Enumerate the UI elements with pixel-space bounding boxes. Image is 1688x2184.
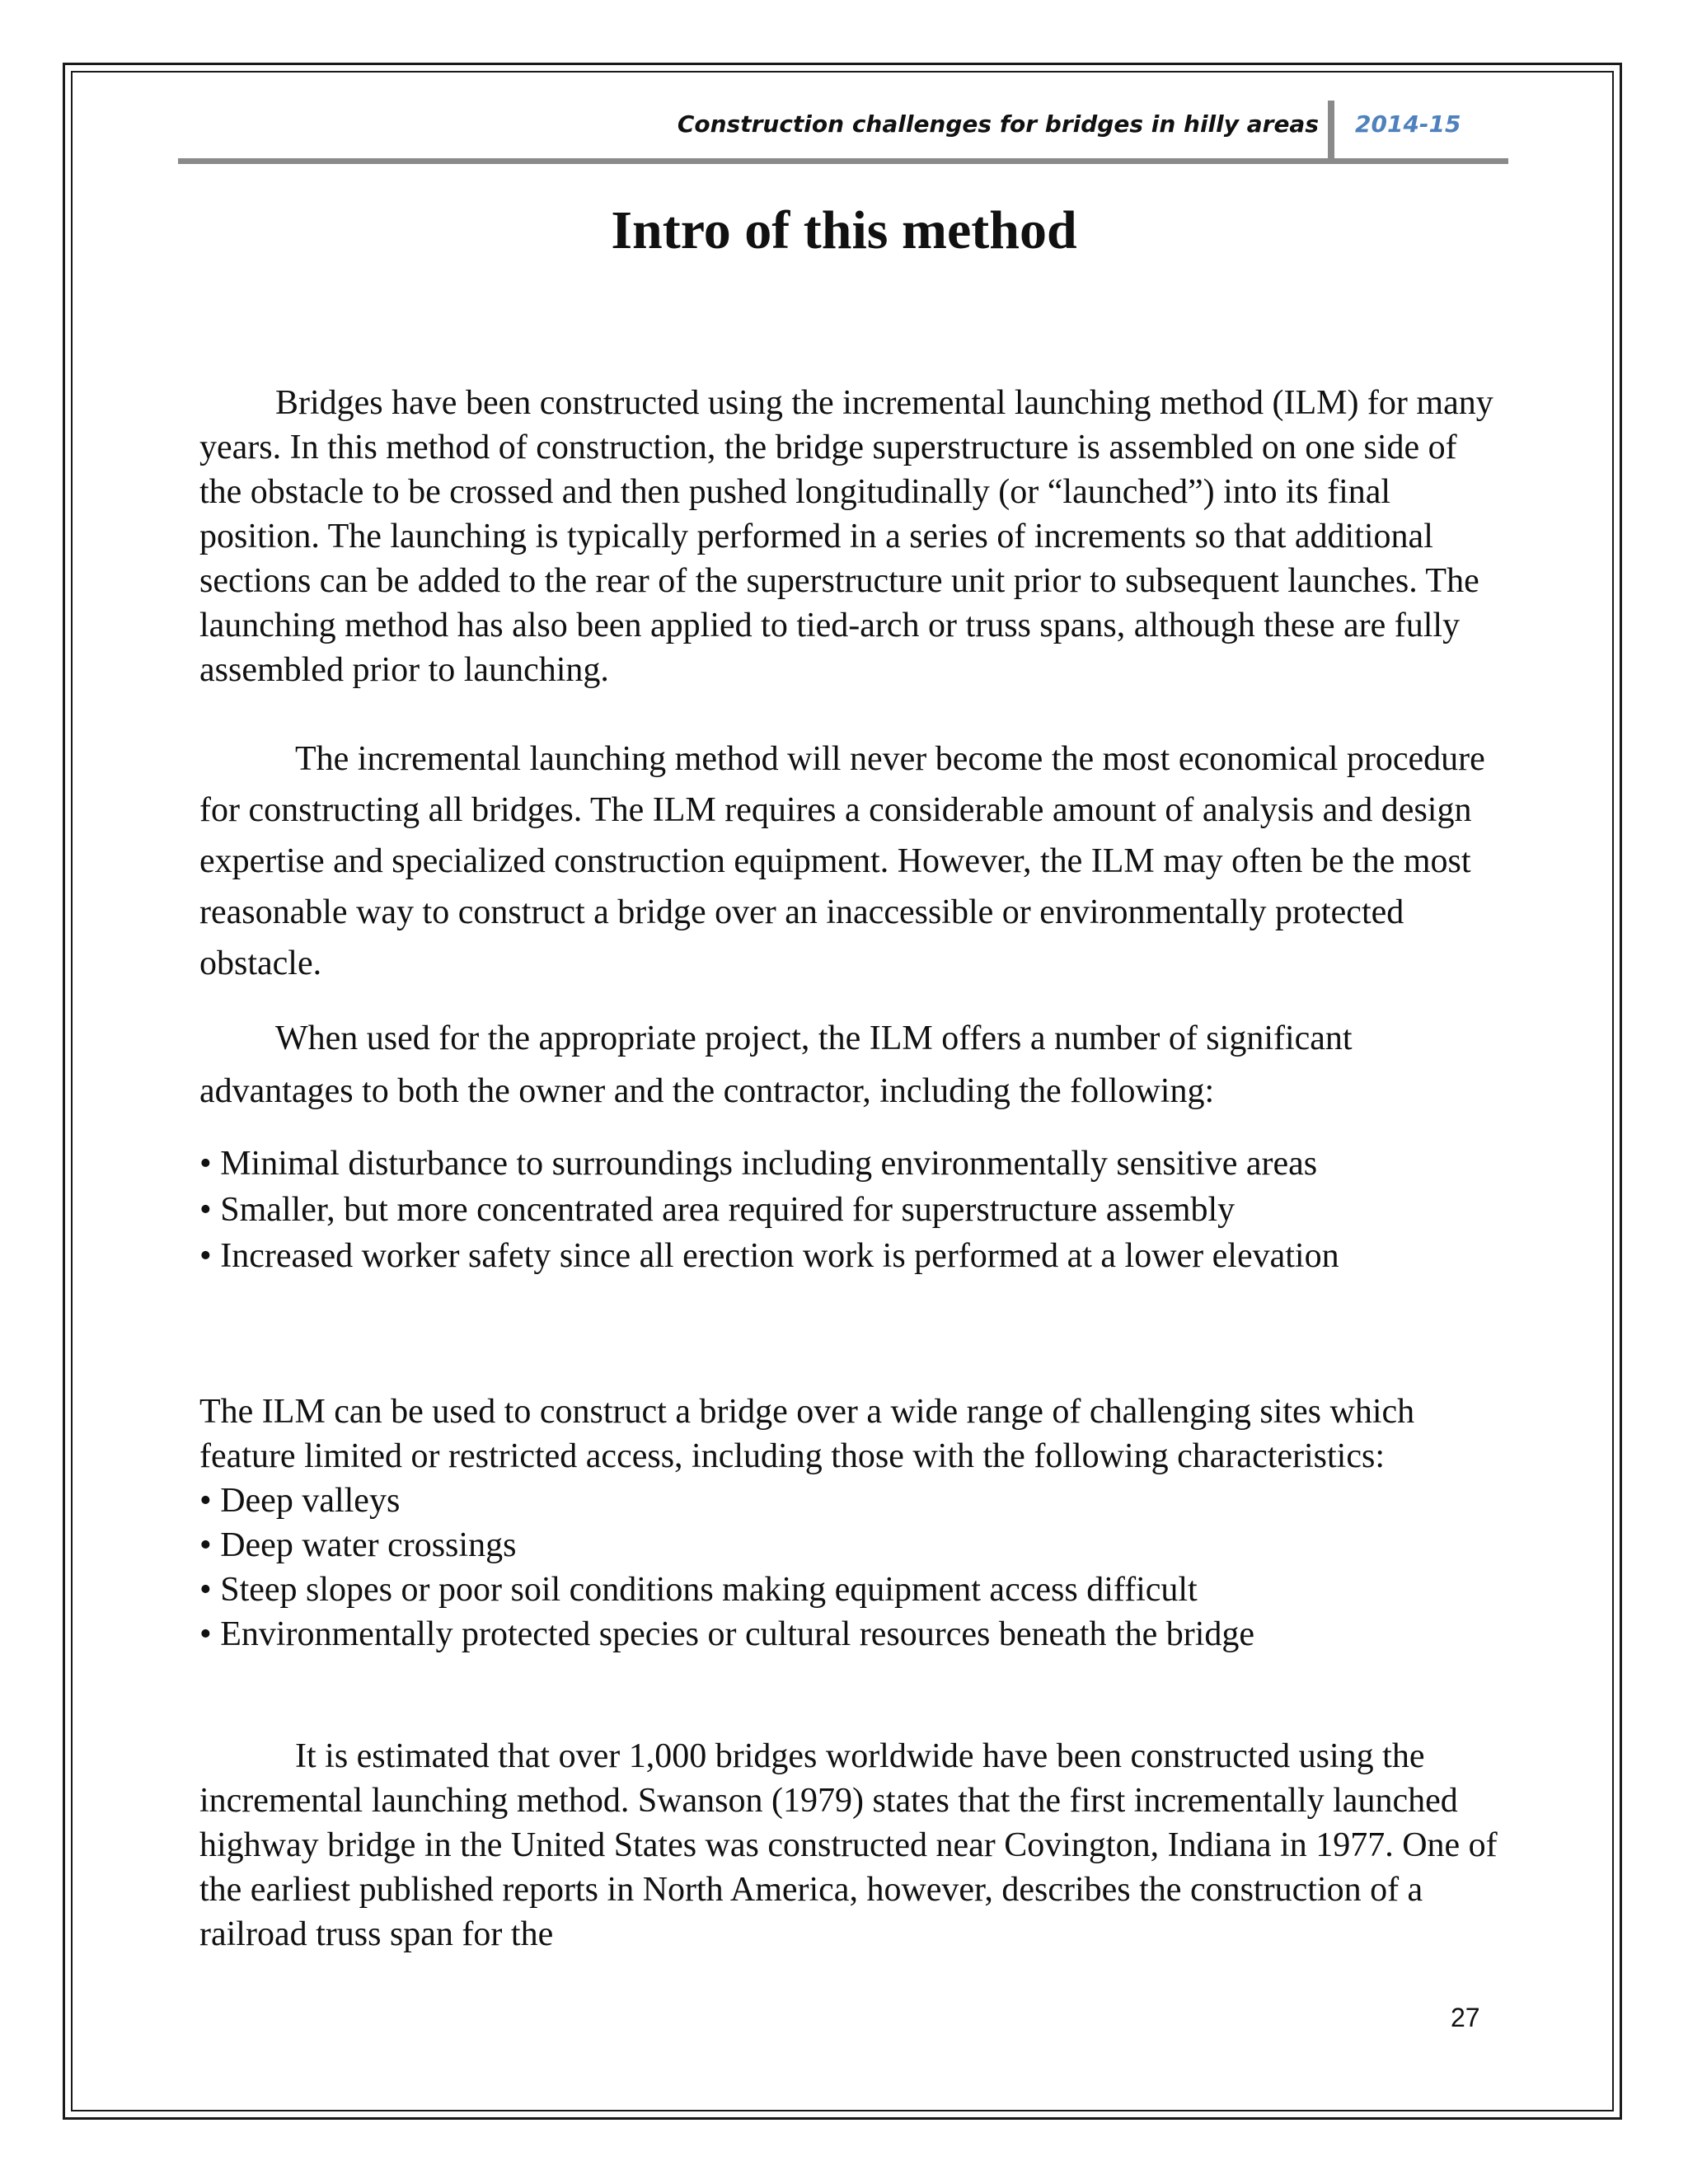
running-header (178, 97, 1508, 166)
header-rule (178, 158, 1508, 164)
page-title: Intro of this method (611, 200, 1077, 260)
paragraph-intro (199, 381, 1502, 692)
list-item: • Increased worker safety since all erection work is performed at a lower elevation (199, 1237, 1339, 1275)
paragraph-advantages-intro (199, 1012, 1502, 1118)
list-item: • Deep water crossings (199, 1526, 517, 1564)
list-item: • Smaller, but more concentrated area required for superstructure assembly (199, 1191, 1236, 1229)
header-separator (1328, 101, 1334, 160)
advantages-list (199, 1141, 1502, 1279)
paragraph-ilm-overview: Bridges have been constructed using the incremental launching method (ILM) for many years. In this method of construction, the bridge superstructure is assembled on one side of the obstacle to be crossed and then pushed longitudinally (or “launched”) into its final position. The launching is typically performed in a series of increments so that additional sections can be added to the rear of the superstructure unit prior to subsequent launches. The launching method has also been applied to tied-arch or truss spans, although these are fully assembled prior to launching. (199, 384, 1493, 689)
header-year: 2014-15 (1355, 110, 1461, 138)
list-item: • Deep valleys (199, 1482, 401, 1520)
page-number: 27 (1451, 2003, 1480, 2032)
paragraph-sites (199, 1390, 1502, 1657)
paragraph-sites-lead: The ILM can be used to construct a bridge over a wide range of challenging sites which feature limited or restricted access, including those with the following characteristics: (199, 1393, 1415, 1475)
header-title: Construction challenges for bridges in hilly areas (677, 110, 1319, 138)
list-item: • Minimal disturbance to surroundings including environmentally sensitive areas (199, 1145, 1318, 1183)
paragraph-advantages-lead: When used for the appropriate project, the ILM offers a number of significant advantages to both the owner and the contractor, including the following: (199, 1019, 1353, 1110)
list-item: • Steep slopes or poor soil conditions making equipment access difficult (199, 1571, 1198, 1609)
paragraph-economics (199, 733, 1502, 989)
paragraph-ilm-economics: The incremental launching method will never become the most economical procedure for constructing all bridges. The ILM requires a considerable amount of analysis and design expertise and specialized construction equipment. However, the ILM may often be the most reasonable way to construct a bridge over an inaccessible or environmentally protected obstacle. (199, 740, 1485, 982)
list-item: • Environmentally protected species or cultural resources beneath the bridge (199, 1615, 1255, 1653)
paragraph-ilm-history: It is estimated that over 1,000 bridges worldwide have been constructed using the incremental launching method. Swanson (1979) states that the first incrementally launched highway bridge in the United States was constructed near Covington, Indiana in 1977. One of the earliest published reports in North America, however, describes the construction of a railroad truss span for the (199, 1737, 1498, 1953)
paragraph-history (199, 1734, 1502, 1957)
